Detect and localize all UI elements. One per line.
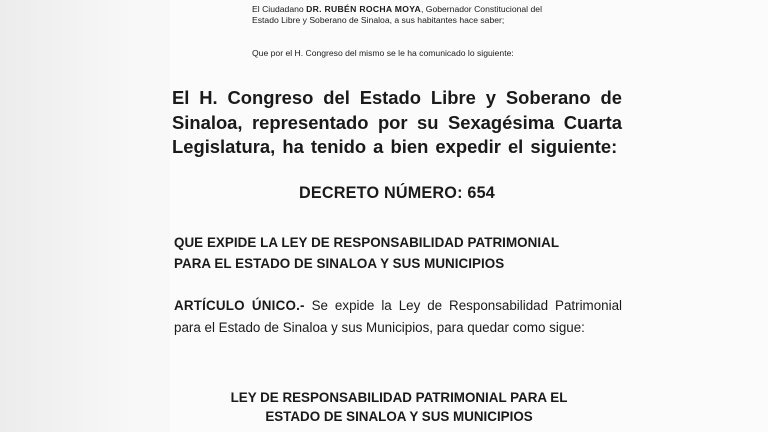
governor-name: DR. RUBÉN ROCHA MOYA: [306, 4, 421, 14]
intro-suffix: , Gobernador Constitucional del Estado Libre y Soberano de Sinaloa, a sus habitantes hace saber;: [252, 4, 542, 25]
decree-subject-line-2: PARA EL ESTADO DE SINALOA Y SUS MUNICIPIOS: [174, 256, 505, 271]
preamble-paragraph: El H. Congreso del Estado Libre y Soberano de Sinaloa, representado por su Sexagésima Cuarta Legislatura, ha tenido a bien expedir el siguiente:: [172, 87, 622, 157]
page-margin-shadow: [0, 0, 170, 432]
congress-communication-line: Que por el H. Congreso del mismo se le ha comunicado lo siguiente:: [252, 48, 514, 58]
decree-number-title: DECRETO NÚMERO: 654: [299, 184, 495, 202]
governor-intro-paragraph: [252, 4, 542, 26]
decree-subject-heading: [174, 232, 624, 274]
article-label: ARTÍCULO ÚNICO.-: [174, 298, 305, 313]
decree-subject-line-1: QUE EXPIDE LA LEY DE RESPONSABILIDAD PATRIMONIAL: [174, 235, 560, 250]
law-title-line-2: ESTADO DE SINALOA Y SUS MUNICIPIOS: [265, 409, 533, 424]
intro-prefix: El Ciudadano: [252, 4, 307, 14]
sole-article-paragraph: [174, 295, 622, 338]
article-text: Se expide la Ley de Responsabilidad Patrimonial para el Estado de Sinaloa y sus Municipios, para quedar como sigue:: [174, 298, 622, 335]
law-title-line-1: LEY DE RESPONSABILIDAD PATRIMONIAL PARA EL: [230, 390, 568, 405]
law-title-heading: [174, 388, 624, 426]
